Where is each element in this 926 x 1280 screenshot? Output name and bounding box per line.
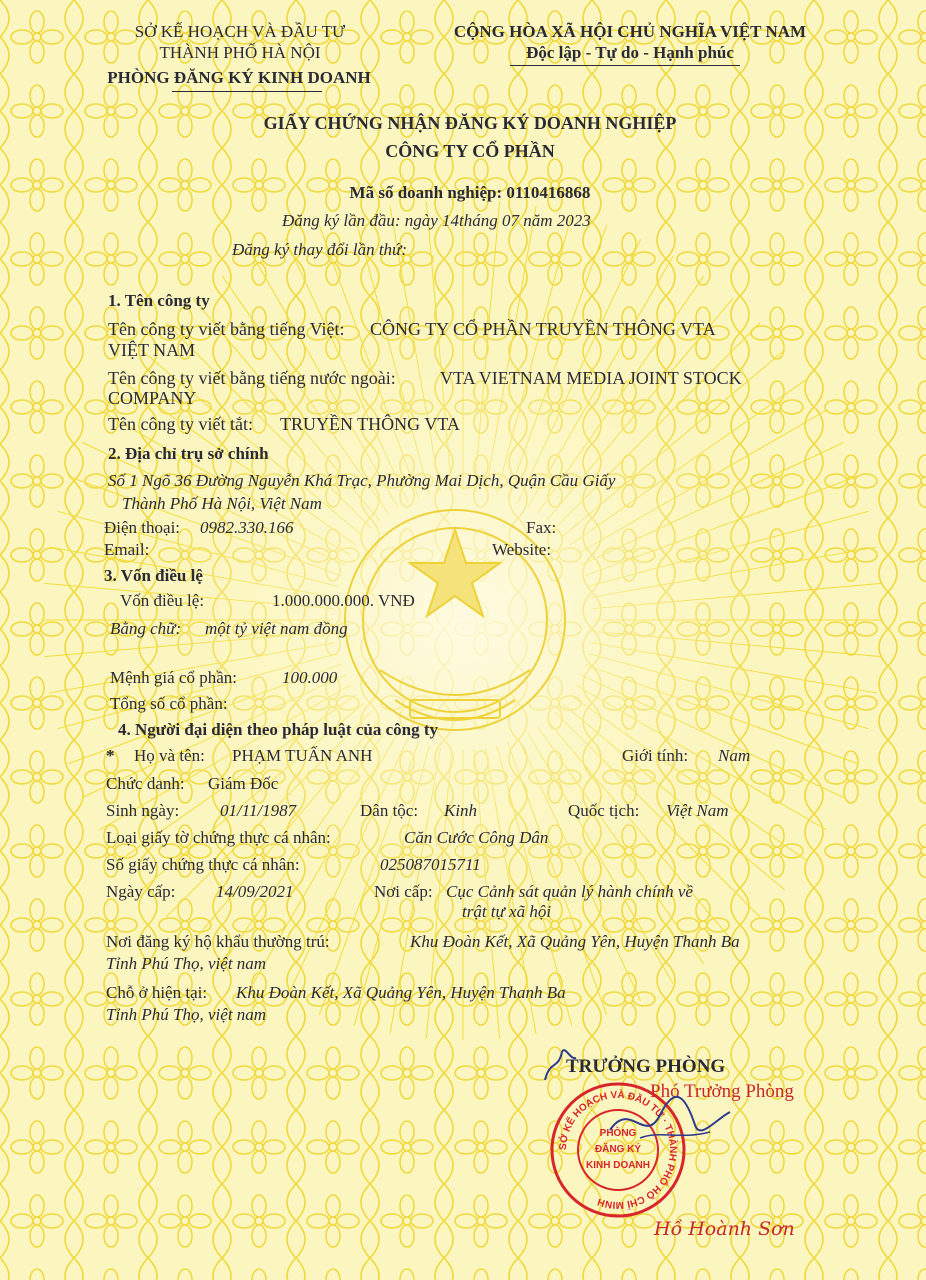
issue-date-value: 14/09/2021 xyxy=(216,882,294,901)
national-motto: Độc lập - Tự do - Hạnh phúc xyxy=(526,43,734,62)
first-registration: Đăng ký lần đầu: ngày 14tháng 07 năm 2023 xyxy=(282,211,591,230)
issuer-department: SỞ KẾ HOẠCH VÀ ĐẦU TƯ xyxy=(134,22,346,41)
svg-text:PHÒNG: PHÒNG xyxy=(599,1128,637,1139)
gender-label: Giới tính: xyxy=(622,746,689,765)
current-address-value-cont: Tỉnh Phú Thọ, việt nam xyxy=(106,1005,267,1024)
id-type-label: Loại giấy tờ chứng thực cá nhân: xyxy=(106,828,331,847)
permanent-address-label: Nơi đăng ký hộ khẩu thường trú: xyxy=(106,932,330,951)
permanent-address-value: Khu Đoàn Kết, Xã Quảng Yên, Huyện Thanh Ba xyxy=(410,932,740,951)
signer-deputy-title: Phó Trưởng Phòng xyxy=(650,1081,794,1102)
in-words-label: Bằng chữ: xyxy=(110,619,182,638)
motto-underline xyxy=(510,65,740,66)
email-label: Email: xyxy=(104,540,150,559)
foreign-name-value: VTA VIETNAM MEDIA JOINT STOCK xyxy=(440,368,742,388)
par-value-value: 100.000 xyxy=(282,668,338,687)
dob-value: 01/11/1987 xyxy=(220,801,297,820)
current-address-label: Chỗ ở hiện tại: xyxy=(106,983,208,1002)
capital-label: Vốn điều lệ: xyxy=(120,591,205,610)
signature-flourish xyxy=(540,1040,580,1090)
signer-name: Hồ Hoành Sơn xyxy=(654,1218,795,1240)
rep-name-value: PHẠM TUẤN ANH xyxy=(232,746,373,765)
id-number-label: Số giấy chứng thực cá nhân: xyxy=(106,855,300,874)
vn-name-value-cont: VIỆT NAM xyxy=(108,340,196,360)
company-type: CÔNG TY CỔ PHẦN xyxy=(385,141,555,161)
rep-title-value: Giám Đốc xyxy=(208,774,279,793)
rep-name-label: Họ và tên: xyxy=(134,746,205,765)
enterprise-code: Mã số doanh nghiệp: 0110416868 xyxy=(349,183,591,202)
signer-head-title: TRƯỞNG PHÒNG xyxy=(566,1056,726,1077)
address-line2: Thành Phố Hà Nội, Việt Nam xyxy=(122,494,322,513)
issue-place-value-cont: trật tự xã hội xyxy=(462,902,552,921)
svg-text:KINH DOANH: KINH DOANH xyxy=(586,1160,650,1171)
nationality-label: Quốc tịch: xyxy=(568,801,640,820)
rep-bullet: * xyxy=(106,746,115,765)
permanent-address-value-cont: Tỉnh Phú Thọ, việt nam xyxy=(106,954,267,973)
dob-label: Sinh ngày: xyxy=(106,801,180,820)
vn-name-label: Tên công ty viết bằng tiếng Việt: xyxy=(108,319,345,339)
website-label: Website: xyxy=(492,540,552,559)
issue-place-value: Cục Cảnh sát quản lý hành chính về xyxy=(446,882,693,901)
fax-label: Fax: xyxy=(526,518,557,537)
id-number-value: 025087015711 xyxy=(380,855,481,874)
section2-heading: 2. Địa chỉ trụ sở chính xyxy=(108,444,269,463)
svg-text:SỞ KẾ HOẠCH VÀ ĐẦU TƯ · THÀNH: SỞ KẾ HOẠCH VÀ ĐẦU TƯ · THÀNH PHỐ HỒ CHÍ MINH xyxy=(557,1089,679,1211)
phone-value: 0982.330.166 xyxy=(200,518,294,537)
address-line1: Số 1 Ngõ 36 Đường Nguyễn Khá Trạc, Phường Mai Dịch, Quận Cầu Giấy xyxy=(108,471,616,490)
change-registration: Đăng ký thay đổi lần thứ: xyxy=(232,240,407,259)
section4-heading: 4. Người đại diện theo pháp luật của công ty xyxy=(118,720,438,739)
document-title: GIẤY CHỨNG NHẬN ĐĂNG KÝ DOANH NGHIỆP xyxy=(263,113,677,133)
foreign-name-label: Tên công ty viết bằng tiếng nước ngoài: xyxy=(108,368,396,388)
foreign-name-value-cont: COMPANY xyxy=(108,388,197,408)
phone-label: Điện thoại: xyxy=(104,518,181,537)
issue-place-label: Nơi cấp: xyxy=(374,882,433,901)
current-address-value: Khu Đoàn Kết, Xã Quảng Yên, Huyện Thanh Ba xyxy=(236,983,566,1002)
section3-heading: 3. Vốn điều lệ xyxy=(104,566,203,585)
issue-date-label: Ngày cấp: xyxy=(106,882,176,901)
id-type-value: Căn Cước Công Dân xyxy=(404,828,549,847)
section1-heading: 1. Tên công ty xyxy=(108,291,210,310)
total-shares-label: Tổng số cổ phần: xyxy=(110,694,228,713)
ethnicity-value: Kinh xyxy=(444,801,478,820)
short-name-label: Tên công ty viết tắt: xyxy=(108,414,253,434)
nationality-value: Việt Nam xyxy=(666,801,729,820)
issuer-underline xyxy=(172,91,322,92)
issuer-city: THÀNH PHỐ HÀ NỘI xyxy=(159,43,321,62)
capital-value: 1.000.000.000. VNĐ xyxy=(272,591,415,610)
handwritten-signature xyxy=(600,1090,740,1150)
vn-name-value: CÔNG TY CỔ PHẦN TRUYỀN THÔNG VTA xyxy=(370,319,716,339)
issuer-office: PHÒNG ĐĂNG KÝ KINH DOANH xyxy=(107,68,371,87)
in-words-value: một tỷ việt nam đồng xyxy=(205,619,348,638)
gender-value: Nam xyxy=(718,746,751,765)
par-value-label: Mệnh giá cổ phần: xyxy=(110,668,237,687)
rep-title-label: Chức danh: xyxy=(106,774,185,793)
short-name-value: TRUYỀN THÔNG VTA xyxy=(280,414,460,434)
svg-text:ĐĂNG KÝ: ĐĂNG KÝ xyxy=(594,1144,642,1155)
national-title: CỘNG HÒA XÃ HỘI CHỦ NGHĨA VIỆT NAM xyxy=(453,22,807,41)
ethnicity-label: Dân tộc: xyxy=(360,801,419,820)
